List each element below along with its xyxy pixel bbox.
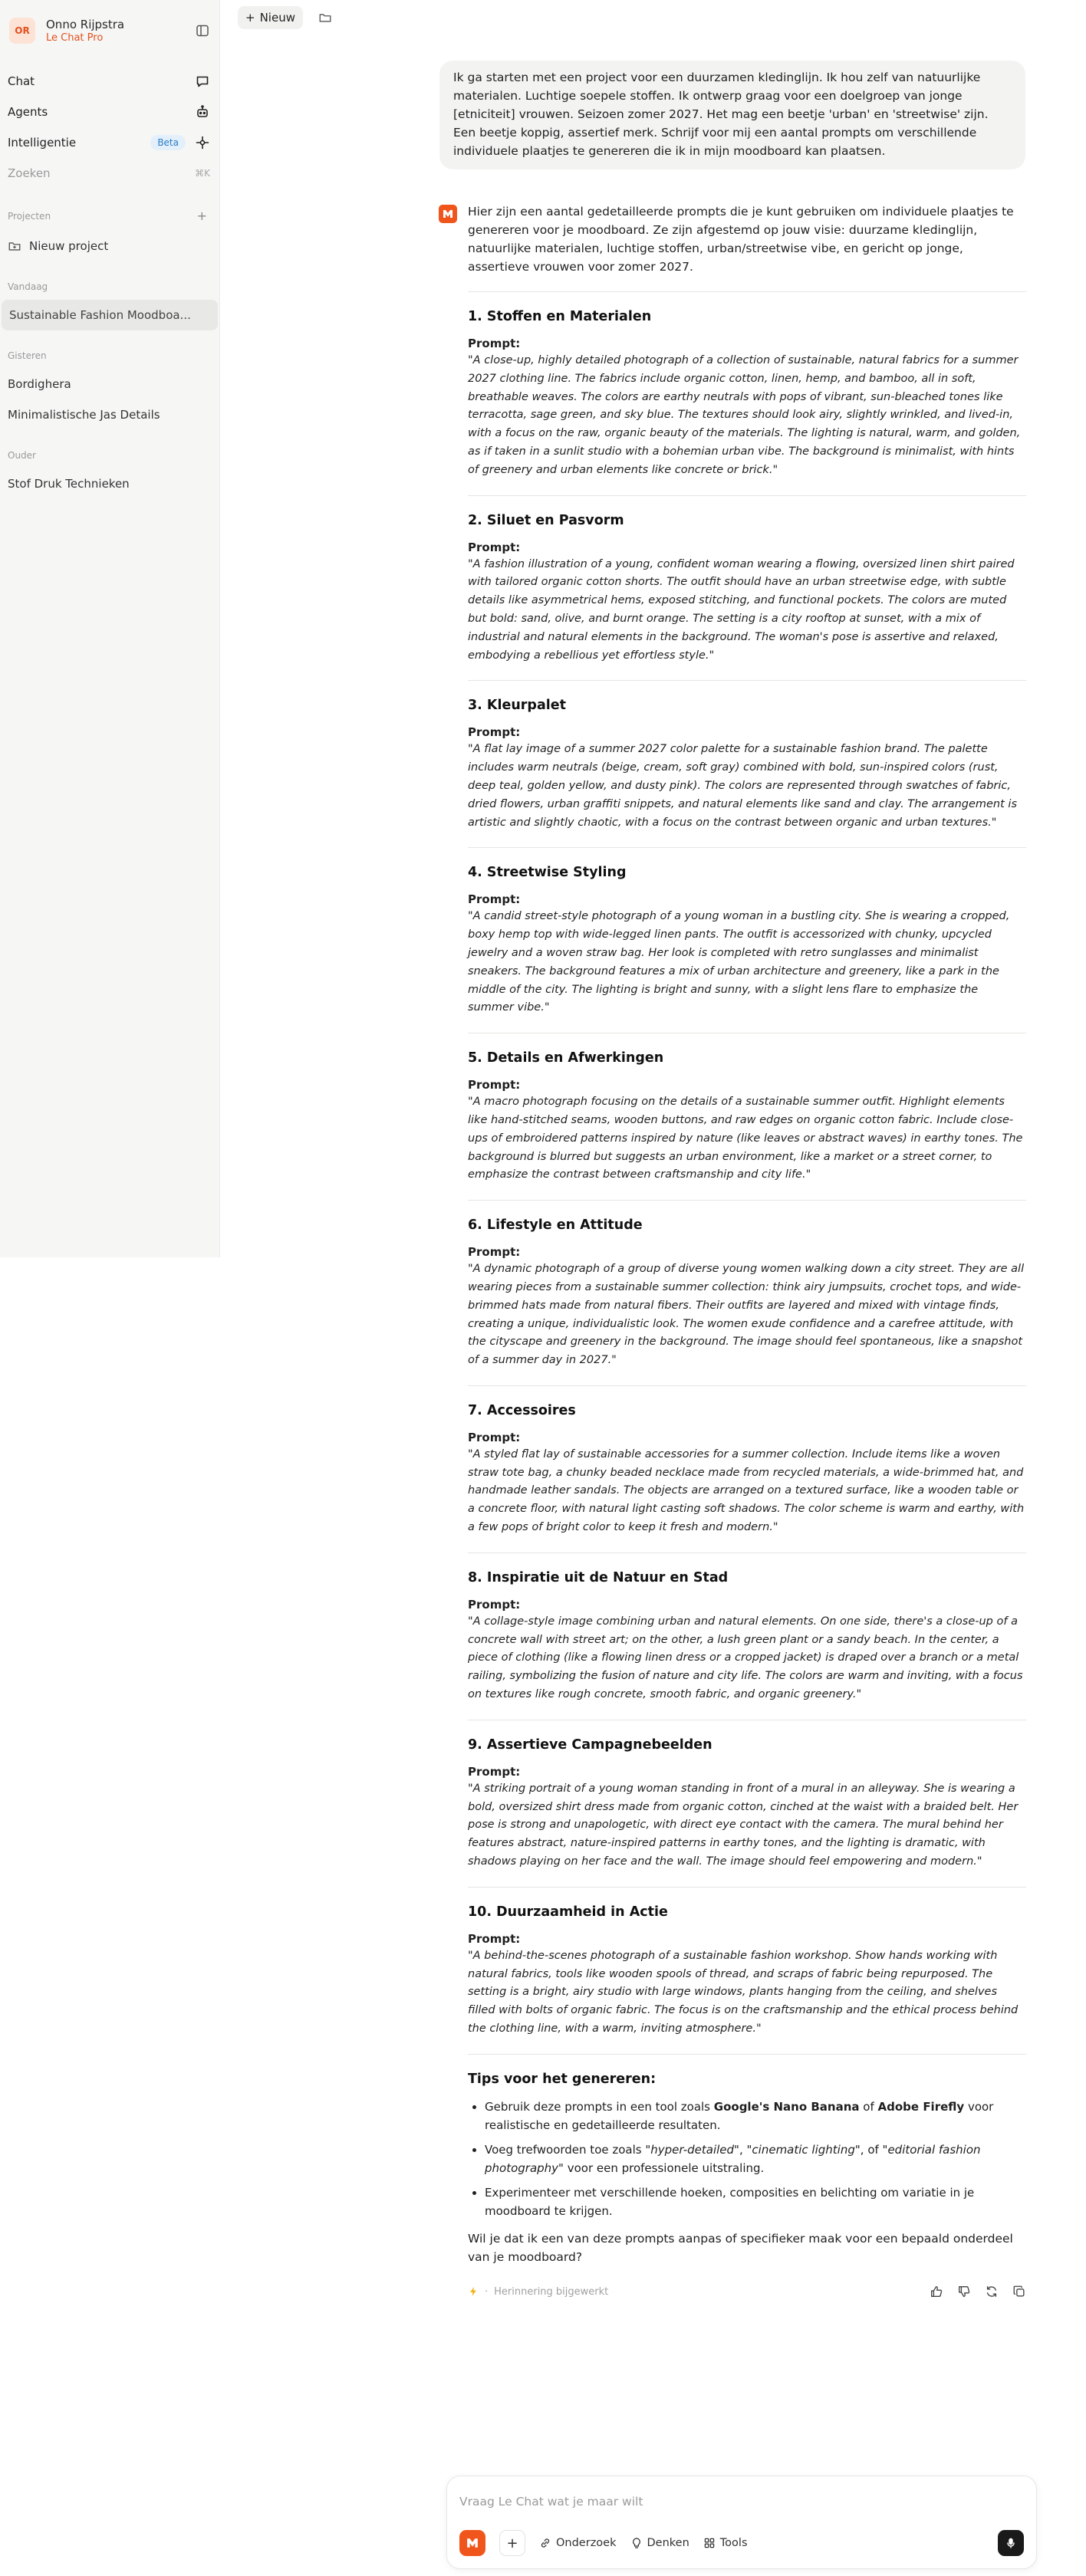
microphone-icon	[1005, 2537, 1017, 2549]
folder-icon	[318, 11, 332, 25]
prompt-section	[468, 1720, 1026, 1871]
nav-chat[interactable]	[0, 66, 219, 97]
new-chat-button[interactable]: + Nieuw	[238, 6, 303, 29]
projects-section-label: Projecten +	[8, 209, 207, 223]
prompt-section-title: 5. Details en Afwerkingen	[468, 1050, 664, 1066]
tips-title: Tips voor het genereren:	[468, 2071, 657, 2087]
assistant-intro: Hier zijn een aantal gedetailleerde prompts die je kunt gebruiken om individuele plaatjes te genereren voor je moodboard. Ze zijn afgestemd op jouw visie: duurzame kledinglijn, natuurlijke materialen, luchtige stoffen, urban/streetwise vibe, en gericht op jonge, assertieve vrouwen voor zomer 2027.	[468, 205, 1014, 274]
prompt-section	[468, 847, 1026, 1017]
yesterday-section-label: Gisteren	[8, 350, 47, 361]
assistant-closing: Wil je dat ik een van deze prompts aanpas of specifieker maak voor een bepaald onderdeel van je moodboard?	[468, 2231, 1013, 2264]
composer-toolbar	[459, 2530, 1024, 2556]
tools-button[interactable]: Tools	[703, 2537, 748, 2549]
prompt-text: "A styled flat lay of sustainable accessories for a summer collection. Include items like a woven straw tote bag, a chunky beaded necklace made from recycled materials, a wide-brimmed hat, and handmade leather sandals. The objects are arranged on a textured surface, like a wooden table or a concrete floor, with natural light casting soft shadows. The color scheme is warm and earthy, with a few pops of bright color to keep it fresh and modern."	[468, 1447, 1025, 1534]
prompt-section	[468, 1200, 1026, 1370]
prompt-text: "A close-up, highly detailed photograph of a collection of sustainable, natural fabrics for a summer 2027 clothing line. The fabrics include organic cotton, linen, hemp, and bamboo, all in soft, breathable weaves. The colors are earthy neutrals with pops of vibrant, sun-bleached tones like terracotta, sage green, and sky blue. The textures should look airy, slightly wrinkled, and lived-in, with a focus on the raw, organic beauty of the materials. The lighting is natural, warm, and golden, as if taken in a sunlit studio with a bohemian urban vibe. The background is minimalist, with hints of greenery and urban elements like concrete or brick."	[468, 354, 1021, 476]
prompt-label: Prompt:	[468, 1764, 521, 1779]
beta-badge: Beta	[150, 135, 186, 150]
lightning-icon	[468, 2286, 479, 2297]
user-message: Ik ga starten met een project voor een duurzamen kledinglijn. Ik hou zelf van natuurlijke materialen. Luchtige soepele stoffen. Ik ontwerp graag voor een doelgroep van jonge [etniciteit] vrouwen. Seizoen zomer 2027. Het mag een beetje 'urban' en 'streetwise' zijn. Een beetje koppig, assertief merk. Schrijf voor mij een aantal prompts om verschillende individuele plaatjes te genereren die ik in mijn moodboard kan plaatsen.	[439, 61, 1025, 169]
add-project-icon[interactable]: +	[196, 209, 207, 223]
nav-intelligentie[interactable]	[0, 127, 219, 158]
prompt-section-title: 1. Stoffen en Materialen	[468, 309, 652, 324]
voice-input-button[interactable]	[998, 2530, 1024, 2556]
prompt-section-title: 7. Accessoires	[468, 1402, 576, 1418]
prompt-label: Prompt:	[468, 540, 521, 554]
memory-updated[interactable]: · Herinnering bijgewerkt	[468, 2286, 1026, 2298]
prompt-section-title: 9. Assertieve Campagnebeelden	[468, 1737, 712, 1753]
model-button[interactable]	[459, 2530, 485, 2556]
prompt-text: "A striking portrait of a young woman standing in front of a mural in an alleyway. She is wearing a bold, oversized shirt dress made from organic cotton, cinched at the waist with a braided belt. Her pose is strong and unapologetic, with direct eye contact with the camera. The mural behind her features abstract, nature-inspired patterns in earthy tones, and the lighting is dramatic, with shadows playing on her face and the wall. The image should feel empowering and modern."	[468, 1782, 1019, 1868]
tips-section	[468, 2054, 1026, 2266]
grid-icon	[703, 2537, 716, 2549]
profile[interactable]	[0, 0, 219, 49]
prompt-label: Prompt:	[468, 1245, 521, 1260]
prompt-section	[468, 1887, 1026, 2039]
memory-text: Herinnering bijgewerkt	[494, 2285, 609, 2298]
plan-badge: Le Chat Pro	[46, 32, 104, 44]
avatar: OR	[9, 18, 35, 44]
topbar	[238, 6, 335, 29]
prompt-text: "A dynamic photograph of a group of diverse young women walking down a city street. They are all wearing pieces from a sustainable summer collection: think airy jumpsuits, crochet tops, and wide-brimmed hats made from natural fibers. Their outfits are layered and mixed with vintage finds, creating a unique, individualistic look. The women exude confidence and a carefree attitude, with the cityscape and greenery in the background. The image should feel spontaneous, like a snapshot of a summer day in 2027."	[468, 1263, 1025, 1367]
prompt-section-title: 2. Siluet en Pasvorm	[468, 512, 624, 528]
composer	[446, 2476, 1037, 2569]
prompt-section	[468, 1033, 1026, 1184]
regenerate-icon[interactable]	[985, 2285, 999, 2298]
prompt-section-title: 8. Inspiratie uit de Natuur en Stad	[468, 1569, 729, 1585]
prompt-label: Prompt:	[468, 892, 521, 907]
mistral-logo-icon	[466, 2537, 479, 2549]
attach-button[interactable]	[499, 2530, 525, 2556]
prompt-label: Prompt:	[468, 725, 521, 740]
nav-chat-label: Chat	[8, 74, 35, 88]
prompt-section	[468, 495, 1026, 665]
prompt-section-title: 4. Streetwise Styling	[468, 865, 627, 881]
list-item: Voeg trefwoorden toe zoals "hyper-detailed", "cinematic lighting", of "editorial fashion photography" voor een professionele uitstraling.	[468, 2141, 1026, 2177]
nav-agents-label: Agents	[8, 105, 48, 119]
prompt-text: "A behind-the-scenes photograph of a sustainable fashion workshop. Show hands working with natural fabrics, tools like wooden spools of thread, and scraps of fabric being repurposed. The setting is a bright, airy studio with large windows, plants hanging from the ceiling, and shelves filled with bolts of organic fabric. The focus is on the craftsmanship and the ethical process behind the clothing line, with a warm, inviting atmosphere."	[468, 1949, 1019, 2036]
prompt-section	[468, 680, 1026, 832]
older-section-label: Ouder	[8, 450, 36, 461]
research-button[interactable]: Onderzoek	[539, 2537, 617, 2549]
sparkle-icon	[195, 135, 210, 150]
user-name: Onno Rijpstra	[46, 18, 125, 31]
prompt-text: "A macro photograph focusing on the details of a sustainable summer outfit. Highlight elements like hand-stitched seams, wooden buttons, and raw edges on organic cotton fabric. Include close-ups of embroidered patterns inspired by nature (like leaves or abstract waves) in earthy tones. The background is blurred but suggests an urban environment, like a market or a street corner, to emphasize the contrast between craftsmanship and city life."	[468, 1096, 1023, 1181]
folder-icon	[8, 239, 21, 253]
nav-agents[interactable]	[0, 97, 219, 127]
search-label: Zoeken	[8, 166, 51, 180]
lightbulb-icon	[630, 2537, 643, 2549]
prompt-section	[468, 1552, 1026, 1704]
plus-icon: +	[245, 11, 255, 25]
tips-list	[468, 2098, 1026, 2220]
prompt-section-title: 3. Kleurpalet	[468, 698, 567, 714]
list-item: Experimenteer met verschillende hoeken, composities en belichting om variatie in je moodboard te krijgen.	[468, 2183, 1026, 2220]
thumbs-up-icon[interactable]	[930, 2285, 943, 2298]
prompt-text: "A collage-style image combining urban and natural elements. On one side, there's a close-up of a concrete wall with street art; on the other, a lush green plant or a sandy beach. In the center, a piece of clothing (like a flowing linen dress or a cropped jacket) is draped over a branch or a metal railing, symbolizing the fusion of nature and city life. The colors are warm and inviting, with a focus on textures like rough concrete, smooth fabric, and organic greenery."	[468, 1615, 1023, 1701]
prompt-text: "A flat lay image of a summer 2027 color palette for a sustainable fashion brand. The palette includes warm neutrals (beige, cream, soft gray) combined with bold, sun-inspired colors (rust, deep teal, golden yellow, and dusty pink). The colors are represented through swatches of fabric, dried flowers, urban graffiti snippets, and natural elements like sand and clay. The arrangement is artistic and slightly chaotic, with a focus on the contrast between organic and urban textures."	[468, 743, 1018, 829]
link-icon	[539, 2537, 551, 2549]
prompt-section-title: 10. Duurzaamheid in Actie	[468, 1904, 668, 1920]
history-item[interactable]: Minimalistische Jas Details	[8, 408, 160, 422]
prompt-label: Prompt:	[468, 1430, 521, 1444]
prompt-text: "A fashion illustration of a young, confident woman wearing a flowing, oversized linen shirt paired with tailored organic cotton shorts. The outfit should have an urban streetwise edge, with subtle details like asymmetrical hems, exposed stitching, and functional pockets. The colors are muted but bold: sand, olive, and burnt orange. The setting is a city rooftop at sunset, with a mix of industrial and natural elements in the background. The woman's pose is assertive and relaxed, embodying a rebellious yet effortless style."	[468, 557, 1015, 662]
chat-bubble-icon	[195, 74, 210, 89]
copy-icon[interactable]	[1012, 2285, 1026, 2298]
message-actions	[930, 2285, 1026, 2298]
prompt-section	[468, 291, 1026, 480]
today-section-label: Vandaag	[8, 281, 48, 292]
prompt-label: Prompt:	[468, 337, 521, 350]
nav-intelligentie-label: Intelligentie	[8, 136, 77, 150]
prompt-text: "A candid street-style photograph of a young woman in a bustling city. She is wearing a cropped, boxy hemp top with wide-legged linen pants. The outfit is accessorized with chunky, upcycled jewelry and a woven straw bag. Her look is completed with retro sunglasses and minimalist sneakers. The background features a mix of urban architecture and greenery, like a park in the middle of the city. The lighting is bright and sunny, with a slight lens flare to emphasize the summer vibe."	[468, 910, 1010, 1014]
move-to-project-button[interactable]	[315, 8, 335, 28]
prompt-section	[468, 1385, 1026, 1537]
new-project-button[interactable]: Nieuw project	[0, 231, 219, 261]
chat-input[interactable]	[459, 2495, 1012, 2509]
think-button[interactable]: Denken	[630, 2537, 689, 2549]
mistral-logo-icon	[439, 205, 457, 223]
thumbs-down-icon[interactable]	[957, 2285, 971, 2298]
prompt-label: Prompt:	[468, 1931, 521, 1946]
prompt-label: Prompt:	[468, 1597, 521, 1612]
list-item: Gebruik deze prompts in een tool zoals Google's Nano Banana of Adobe Firefly voor realistische en gedetailleerde resultaten.	[468, 2098, 1026, 2134]
history-item[interactable]: Stof Druk Technieken	[8, 477, 130, 491]
history-item[interactable]: Sustainable Fashion Moodboa...	[2, 300, 218, 330]
robot-icon	[195, 104, 210, 120]
nav-search[interactable]	[0, 158, 219, 189]
sidebar	[0, 0, 220, 1257]
history-item[interactable]: Bordighera	[8, 377, 71, 391]
prompt-label: Prompt:	[468, 1078, 521, 1092]
main-nav	[0, 66, 219, 189]
plus-icon: +	[506, 2535, 518, 2551]
sidebar-toggle-icon[interactable]	[195, 23, 210, 38]
assistant-message	[468, 202, 1026, 2298]
search-shortcut: ⌘K	[195, 168, 210, 179]
prompt-section-title: 6. Lifestyle en Attitude	[468, 1217, 643, 1234]
